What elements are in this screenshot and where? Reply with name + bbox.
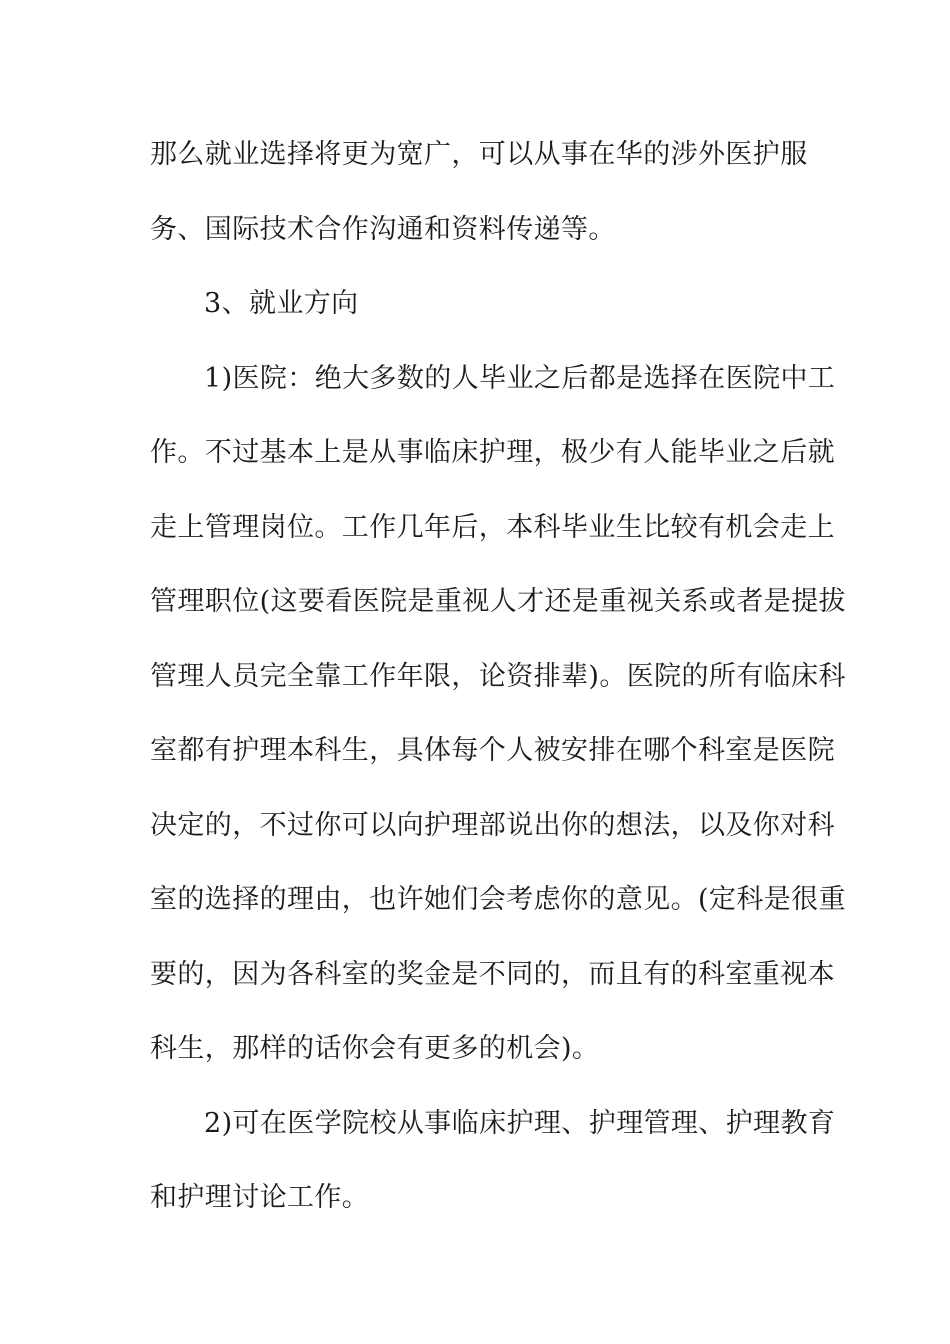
text-line: 那么就业选择将更为宽广，可以从事在华的涉外医护服 (150, 139, 808, 170)
text-line: 2)可在医学院校从事临床护理、护理管理、护理教育 (204, 1107, 836, 1139)
text-line: 管理职位(这要看医院是重视人才还是重视关系或者是提拔 (150, 586, 846, 617)
body-text (150, 118, 846, 1236)
text-line: 室的选择的理由，也许她们会考虑你的意见。(定科是很重 (150, 884, 846, 915)
text-line: 科生，那样的话你会有更多的机会)。 (150, 1033, 600, 1064)
text-line: 务、国际技术合作沟通和资料传递等。 (150, 213, 616, 245)
text-line: 1)医院：绝大多数的人毕业之后都是选择在医院中工 (204, 362, 836, 394)
text-line: 决定的，不过你可以向护理部说出你的想法，以及你对科 (150, 809, 835, 841)
text-line: 管理人员完全靠工作年限，论资排辈)。医院的所有临床科 (150, 660, 846, 692)
text-line: 作。不过基本上是从事临床护理，极少有人能毕业之后就 (150, 437, 835, 468)
text-line: 室都有护理本科生，具体每个人被安排在哪个科室是医院 (150, 735, 835, 766)
text-line: 要的，因为各科室的奖金是不同的，而且有的科室重视本 (150, 958, 835, 990)
text-line: 走上管理岗位。工作几年后，本科毕业生比较有机会走上 (150, 511, 835, 543)
text-line: 和护理讨论工作。 (150, 1182, 370, 1213)
section-heading: 3、就业方向 (204, 288, 359, 319)
